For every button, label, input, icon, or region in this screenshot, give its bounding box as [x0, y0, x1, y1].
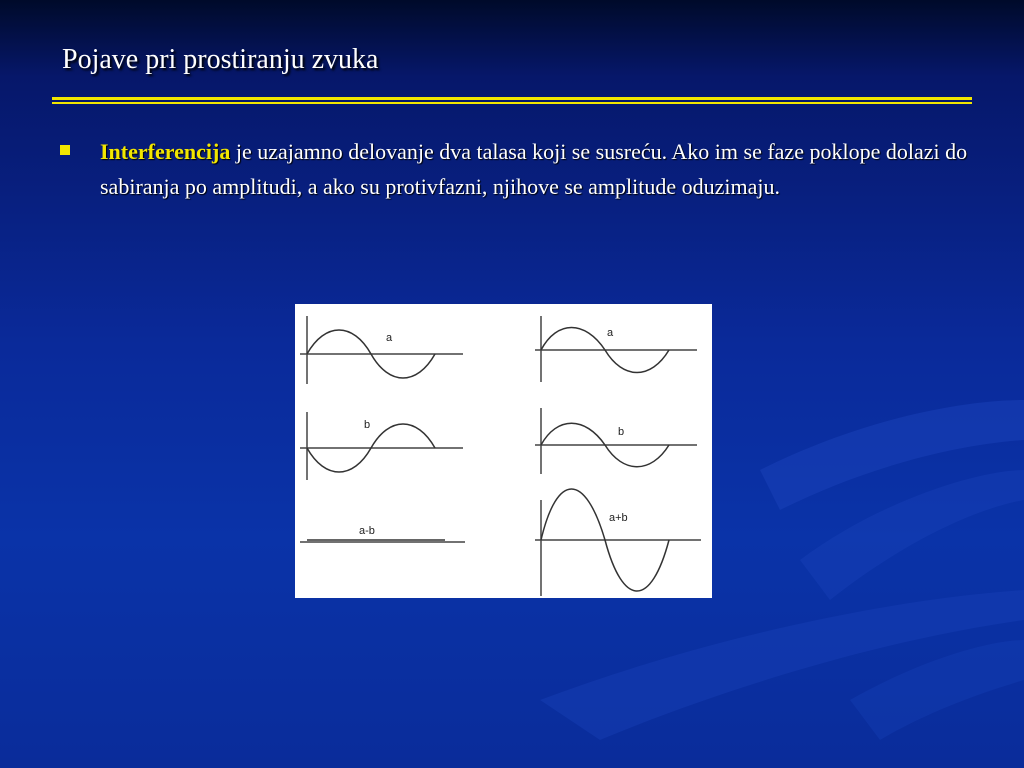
bullet-text [100, 134, 980, 204]
right-wave-a-panel [535, 316, 697, 382]
title-underline [52, 97, 972, 100]
left-b-label: b [364, 419, 371, 431]
left-wave-a-panel [300, 316, 463, 384]
left-a-label: a [386, 332, 393, 344]
bullet-body: je uzajamno delovanje dva talasa koji se susreću. Ako im se faze poklope dolazi do sabiranja po amplitudi, a ako su protivfazni, njihove se amplitude oduzimaju. [100, 139, 968, 199]
right-a-label: a [607, 327, 614, 339]
square-bullet-icon [60, 145, 70, 155]
left-wave-b-panel [300, 412, 463, 480]
left-result-label: a-b [359, 525, 375, 537]
right-b-label: b [618, 426, 625, 438]
left-difference-panel [300, 525, 465, 542]
right-wave-b-panel [535, 408, 697, 474]
interference-diagram-svg [295, 304, 712, 598]
right-result-label: a+b [609, 512, 628, 524]
interference-diagram [295, 304, 712, 598]
slide-title: Pojave pri prostiranju zvuka [62, 44, 379, 75]
title-underline-secondary [52, 102, 972, 104]
bullet-keyword: Interferencija [100, 139, 231, 164]
right-sum-panel [535, 489, 701, 596]
